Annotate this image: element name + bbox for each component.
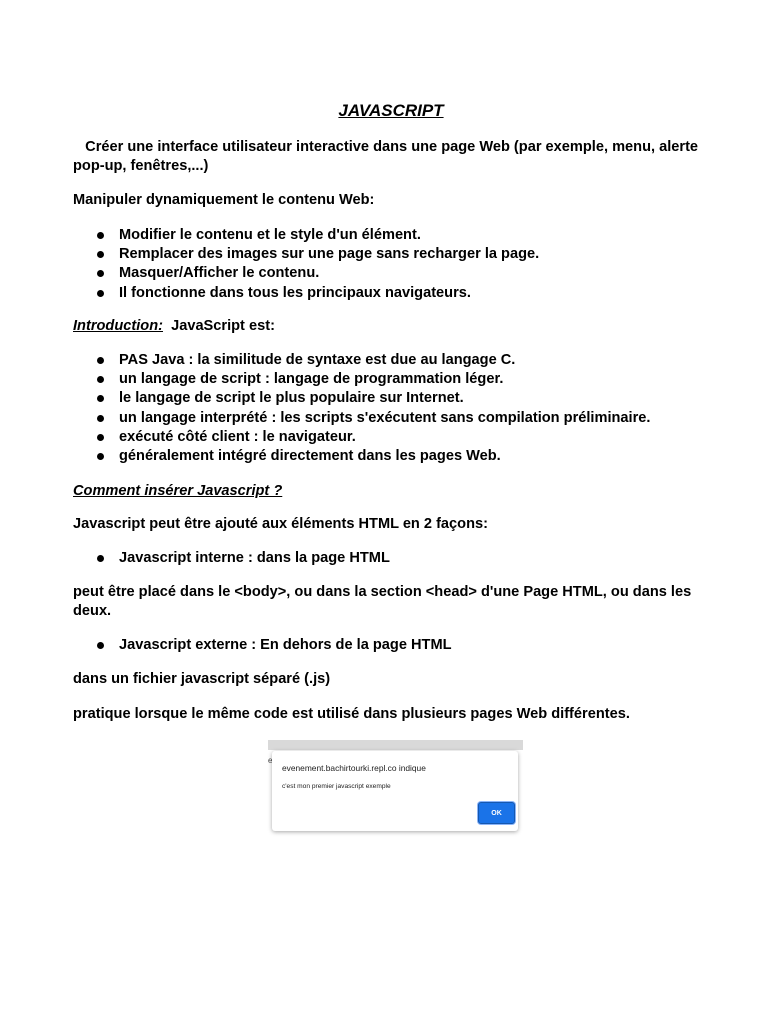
list-item: Il fonctionne dans tous les principaux navigateurs. (73, 284, 713, 303)
practical-paragraph: pratique lorsque le même code est utilisé dans plusieurs pages Web différentes. (73, 706, 630, 722)
list-item: exécuté côté client : le navigateur. (73, 428, 713, 447)
list-item: Javascript externe : En dehors de la page HTML (73, 636, 713, 655)
internal-list (73, 549, 713, 568)
dialog-origin: evenement.bachirtourki.repl.co indique (282, 763, 426, 773)
insert-paragraph: Javascript peut être ajouté aux éléments HTML en 2 façons: (73, 516, 488, 532)
introduction-list (73, 351, 713, 466)
browser-bar (268, 740, 523, 750)
ok-button[interactable]: OK (478, 802, 515, 824)
external-paragraph: dans un fichier javascript séparé (.js) (73, 671, 331, 687)
introduction-text: JavaScript est: (171, 318, 275, 334)
list-item: un langage de script : langage de programmation léger. (73, 370, 713, 389)
list-item: Modifier le contenu et le style d'un élément. (73, 226, 713, 245)
list-item: généralement intégré directement dans les pages Web. (73, 447, 713, 466)
page-fragment: e (268, 756, 273, 765)
list-item: un langage interprété : les scripts s'exécutent sans compilation préliminaire. (73, 409, 713, 428)
internal-paragraph: peut être placé dans le <body>, ou dans la section <head> d'une Page HTML, ou dans les deux. (73, 584, 692, 619)
intro-paragraph: Créer une interface utilisateur interactive dans une page Web (par exemple, menu, alerte pop-up, fenêtres,...) (73, 139, 699, 174)
page-title: JAVASCRIPT (338, 101, 444, 120)
manipulate-heading: Manipuler dynamiquement le contenu Web: (73, 192, 375, 208)
alert-screenshot (268, 740, 524, 836)
manipulate-list (73, 226, 713, 303)
alert-dialog (272, 751, 518, 831)
external-list (73, 636, 713, 655)
list-item: Masquer/Afficher le contenu. (73, 264, 713, 283)
dialog-message: c'est mon premier javascript exemple (282, 783, 391, 790)
list-item: le langage de script le plus populaire sur Internet. (73, 389, 713, 408)
list-item: Remplacer des images sur une page sans recharger la page. (73, 245, 713, 264)
introduction-line (73, 317, 713, 336)
insert-heading: Comment insérer Javascript ? (73, 483, 283, 499)
introduction-label: Introduction: (73, 318, 163, 334)
list-item: Javascript interne : dans la page HTML (73, 549, 713, 568)
list-item: PAS Java : la similitude de syntaxe est due au langage C. (73, 351, 713, 370)
